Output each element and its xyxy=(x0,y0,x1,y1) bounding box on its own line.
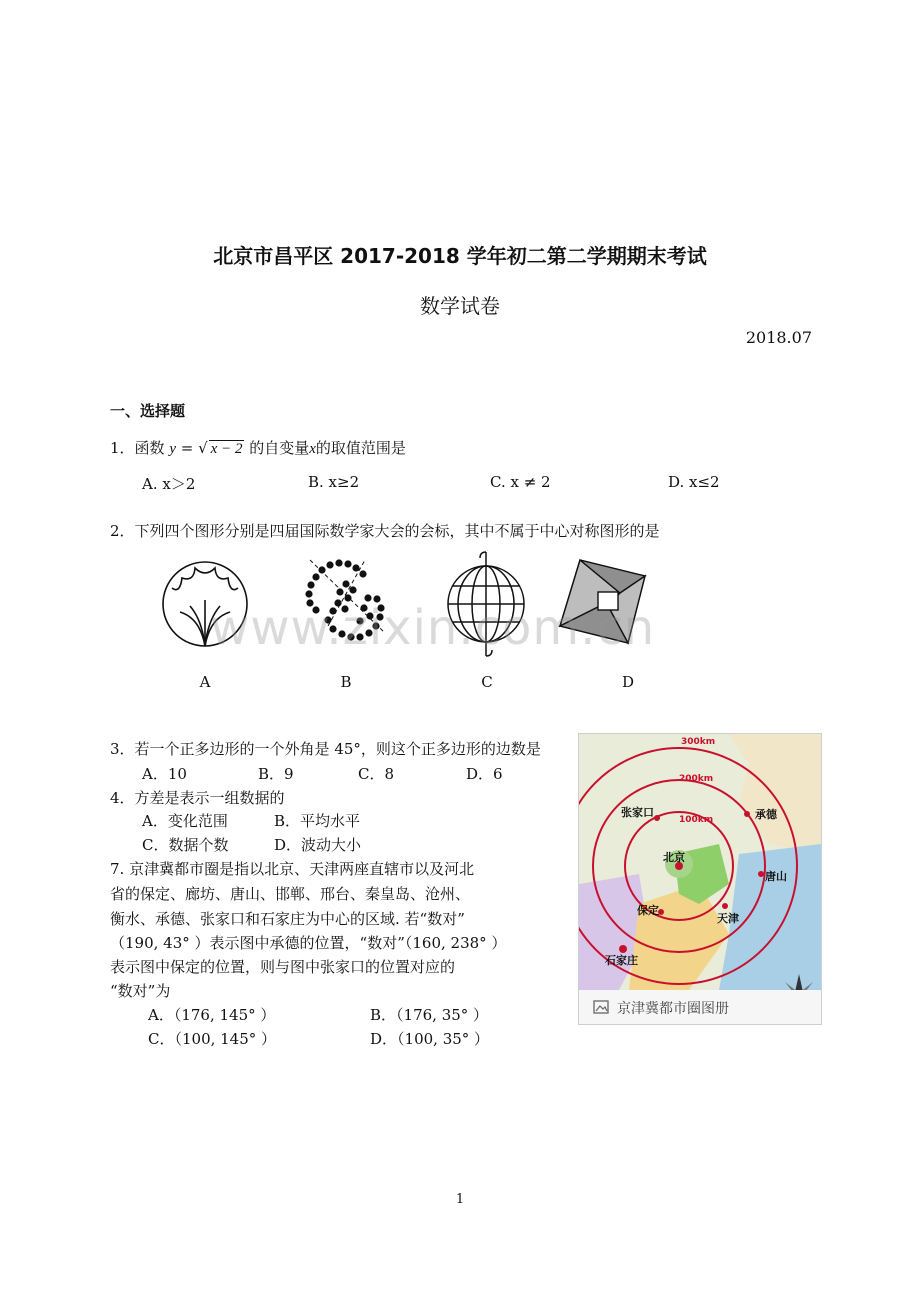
q1-func-eq: = xyxy=(176,439,199,457)
q7-option-c: C．（100, 145° ） xyxy=(148,1030,277,1048)
map-caption-bar xyxy=(579,990,821,1024)
jingjinji-map xyxy=(578,733,822,1025)
q1-option-d: D. x≤2 xyxy=(668,473,720,491)
q4-option-b: B．平均水平 xyxy=(274,812,361,830)
q7-option-b: B．（176, 35° ） xyxy=(370,1006,489,1024)
ring-label-200: 200km xyxy=(679,774,714,784)
exam-title: 北京市昌平区 2017-2018 学年初二第二学期期末考试 xyxy=(213,244,707,268)
map-caption: 京津冀都市圈图册 xyxy=(617,1001,729,1017)
question-3: 3．若一个正多边形的一个外角是 45°，则这个正多边形的边数是 xyxy=(110,740,541,758)
city-chengde: 承德 xyxy=(755,808,777,821)
q3-option-c: C．8 xyxy=(358,765,395,783)
q1-func-lhs: y xyxy=(169,441,176,457)
figure-label-d: D xyxy=(621,673,635,691)
q1-option-a: A. x＞2 xyxy=(142,475,196,493)
q1-suffix2: 的取值范围是 xyxy=(315,439,406,457)
figure-label-a: A xyxy=(199,673,211,691)
city-zhangjiakou: 张家口 xyxy=(621,806,654,819)
q1-suffix: 的自变量 xyxy=(249,439,310,457)
q7-line-4: （190, 43° ）表示图中承德的位置，“数对”（160, 238° ） xyxy=(110,934,507,952)
exam-subtitle: 数学试卷 xyxy=(420,294,500,318)
city-tianjin: 天津 xyxy=(717,912,739,925)
q7-line-1: 7. 京津冀都市圈是指以北京、天津两座直辖市以及河北 xyxy=(110,860,475,878)
page-number: 1 xyxy=(455,1192,465,1207)
q4-option-a: A．变化范围 xyxy=(142,812,228,830)
q1-option-b: B. x≥2 xyxy=(308,473,360,491)
q3-option-b: B．9 xyxy=(258,765,294,783)
q1-radicand: x − 2 xyxy=(210,441,243,457)
q3-option-a: A．10 xyxy=(142,765,187,783)
q7-line-3: 衡水、承德、张家口和石家庄为中心的区域. 若“数对” xyxy=(110,910,465,928)
watermark: www.zixin.com.cn xyxy=(210,600,656,656)
q7-line-6: “数对”为 xyxy=(110,982,171,1000)
exam-date: 2018.07 xyxy=(745,328,812,347)
city-beijing: 北京 xyxy=(663,851,685,864)
q1-prefix: 1．函数 xyxy=(110,439,165,457)
q4-option-c: C．数据个数 xyxy=(142,836,229,854)
figure-label-c: C xyxy=(481,673,493,691)
q7-option-d: D．（100, 35° ） xyxy=(370,1030,490,1048)
section-heading: 一、选择题 xyxy=(110,402,186,420)
city-baoding: 保定 xyxy=(637,904,659,917)
city-tangshan: 唐山 xyxy=(765,870,787,883)
q7-line-2: 省的保定、廊坊、唐山、邯郸、邢台、秦皇岛、沧州、 xyxy=(110,885,471,903)
city-shijiazhuang: 石家庄 xyxy=(605,954,638,967)
figure-label-b: B xyxy=(340,673,352,691)
q3-option-d: D．6 xyxy=(466,765,503,783)
q7-option-a: A．（176, 145° ） xyxy=(148,1006,276,1024)
question-1: 1．函数 y = √ x − 2 的自变量x的取值范围是 xyxy=(110,439,406,457)
question-4: 4．方差是表示一组数据的 xyxy=(110,789,285,807)
ring-label-100: 100km xyxy=(679,815,714,825)
map-image xyxy=(579,734,821,990)
q7-line-5: 表示图中保定的位置，则与图中张家口的位置对应的 xyxy=(110,958,456,976)
question-2: 2．下列四个图形分别是四届国际数学家大会的会标，其中不属于中心对称图形的是 xyxy=(110,522,660,540)
ring-label-300: 300km xyxy=(681,737,716,747)
q1-option-c: C. x ≠ 2 xyxy=(490,473,551,491)
q4-option-d: D．波动大小 xyxy=(274,836,362,854)
q1-var: x xyxy=(309,441,316,457)
image-icon xyxy=(593,1000,609,1014)
